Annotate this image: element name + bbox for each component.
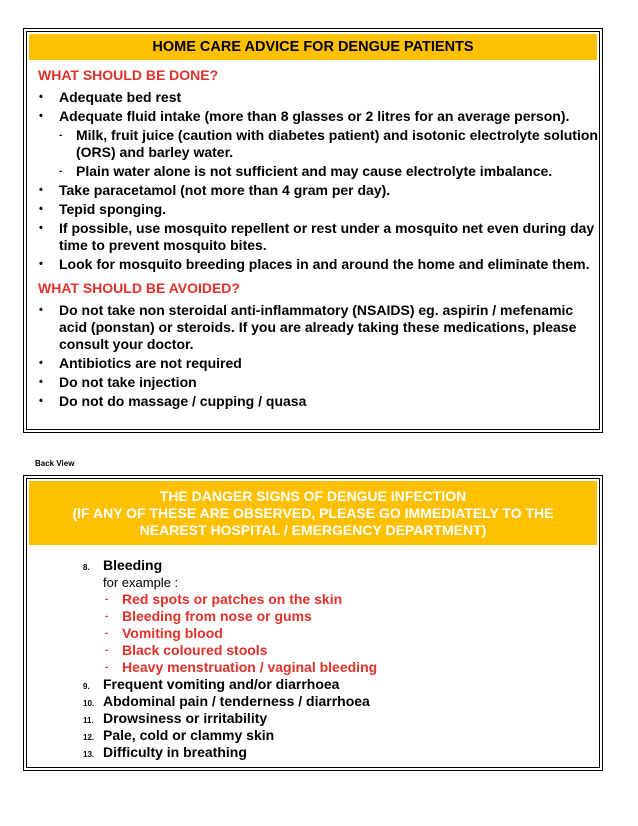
list-item: • Antibiotics are not required bbox=[39, 355, 242, 371]
should-be-done-heading: WHAT SHOULD BE DONE? bbox=[38, 67, 219, 83]
item-number: 13. bbox=[83, 750, 95, 759]
sign-item: 10. Abdominal pain / tenderness / diarrhoea bbox=[27, 693, 599, 710]
bullet-icon: • bbox=[39, 304, 43, 316]
item-number: 9. bbox=[83, 682, 90, 691]
should-be-avoided-heading: WHAT SHOULD BE AVOIDED? bbox=[38, 280, 240, 296]
bullet-icon: • bbox=[39, 91, 43, 103]
danger-signs-list-cont bbox=[27, 676, 599, 761]
list-item: • Adequate fluid intake (more than 8 glasses or 2 litres for an average person). bbox=[39, 108, 570, 124]
sign-item: 12. Pale, cold or clammy skin bbox=[27, 727, 599, 744]
sign-item: 13. Difficulty in breathing bbox=[27, 744, 599, 761]
bullet-icon: • bbox=[39, 376, 43, 388]
bleeding-examples-list bbox=[27, 591, 599, 676]
list-item: - Black coloured stools bbox=[105, 642, 268, 658]
danger-signs-card bbox=[26, 478, 600, 768]
bullet-icon: • bbox=[39, 184, 43, 196]
item-number: 10. bbox=[83, 699, 95, 708]
list-item: • If possible, use mosquito repellent or rest under a mosquito net even during day time to prevent mosquito bites. bbox=[39, 220, 595, 253]
danger-signs-list bbox=[27, 557, 599, 574]
list-item: - Bleeding from nose or gums bbox=[105, 608, 312, 624]
sub-list-item: - Plain water alone is not sufficient and may cause electrolyte imbalance. bbox=[59, 163, 553, 179]
bullet-icon: • bbox=[39, 110, 43, 122]
dash-icon: - bbox=[59, 166, 63, 177]
dash-icon: - bbox=[105, 662, 109, 673]
item-number: 8. bbox=[83, 563, 90, 572]
example-label: for example : bbox=[103, 575, 179, 590]
list-item: • Do not do massage / cupping / quasa bbox=[39, 393, 307, 409]
bullet-icon: • bbox=[39, 395, 43, 407]
dash-icon: - bbox=[105, 628, 109, 639]
danger-title-line: THE DANGER SIGNS OF DENGUE INFECTION bbox=[159, 488, 467, 504]
dash-icon: - bbox=[59, 130, 63, 141]
danger-title-line: NEAREST HOSPITAL / EMERGENCY DEPARTMENT) bbox=[139, 522, 487, 538]
should-be-avoided-list bbox=[27, 302, 599, 410]
bullet-icon: • bbox=[39, 258, 43, 270]
dash-icon: - bbox=[105, 645, 109, 656]
sub-list-item: - Milk, fruit juice (caution with diabetes patient) and isotonic electrolyte solution (ORS) and barley water. bbox=[59, 127, 598, 160]
bullet-icon: • bbox=[39, 203, 43, 215]
list-item: • Do not take non steroidal anti-inflammatory (NSAIDS) eg. aspirin / mefenamic acid (ponstan) or steroids. If you are already taking these medications, please consult your doctor. bbox=[39, 302, 577, 352]
list-item: • Tepid sponging. bbox=[39, 201, 167, 217]
sign-item: 9. Frequent vomiting and/or diarrhoea bbox=[27, 676, 599, 693]
bullet-icon: • bbox=[39, 222, 43, 234]
list-item: • Adequate bed rest bbox=[39, 89, 182, 105]
sign-item: 11. Drowsiness or irritability bbox=[27, 710, 599, 727]
home-care-card bbox=[26, 31, 600, 430]
list-item: • Look for mosquito breeding places in and around the home and eliminate them. bbox=[39, 256, 590, 272]
list-item: - Heavy menstruation / vaginal bleeding bbox=[105, 659, 378, 675]
list-item: • Do not take injection bbox=[39, 374, 197, 390]
item-number: 11. bbox=[83, 716, 94, 725]
sign-bleeding: 8. Bleeding bbox=[27, 557, 599, 574]
list-item: - Vomiting blood bbox=[105, 625, 223, 641]
back-view-label: Back View bbox=[35, 459, 75, 468]
list-item: - Red spots or patches on the skin bbox=[105, 591, 343, 607]
danger-signs-title bbox=[29, 481, 597, 545]
dash-icon: - bbox=[105, 611, 109, 622]
item-number: 12. bbox=[83, 733, 95, 742]
dash-icon: - bbox=[105, 594, 109, 605]
home-care-title: HOME CARE ADVICE FOR DENGUE PATIENTS bbox=[29, 34, 597, 60]
bullet-icon: • bbox=[39, 357, 43, 369]
list-item: • Take paracetamol (not more than 4 gram per day). bbox=[39, 182, 391, 198]
should-be-done-list bbox=[27, 89, 599, 273]
danger-title-line: (IF ANY OF THESE ARE OBSERVED, PLEASE GO IMMEDIATELY TO THE bbox=[72, 505, 554, 521]
